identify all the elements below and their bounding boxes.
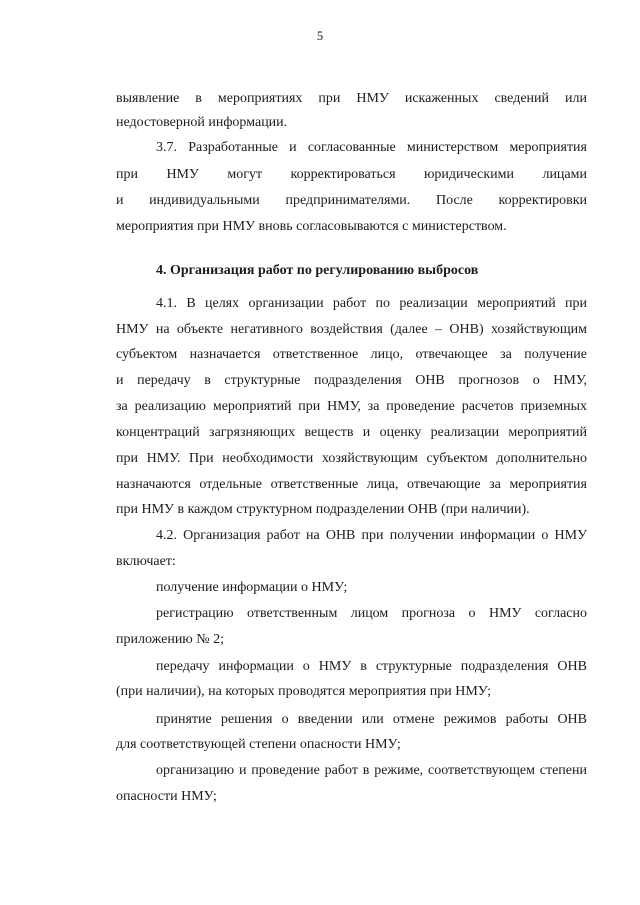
text-line: и передачу в структурные подразделения ОНВ прогнозов о НМУ, <box>116 373 587 388</box>
text-line: 4.1. В целях организации работ по реализации мероприятий при <box>156 296 587 311</box>
text-line: при НМУ могут корректироваться юридическими лицами <box>116 167 587 182</box>
page-number: 5 <box>316 29 324 43</box>
list-item-continuation: для соответствующей степени опасности НМУ; <box>116 737 401 752</box>
text-line: 3.7. Разработанные и согласованные министерством мероприятия <box>156 140 587 155</box>
list-item: передачу информации о НМУ в структурные подразделения ОНВ <box>156 659 587 674</box>
list-item: получение информации о НМУ; <box>156 580 348 595</box>
list-item-continuation: приложению № 2; <box>116 632 225 647</box>
text-line: субъектом назначается ответственное лицо, отвечающее за получение <box>116 347 587 362</box>
text-line: за реализацию мероприятий при НМУ, за проведение расчетов приземных <box>116 399 587 414</box>
section-heading: 4. Организация работ по регулированию выбросов <box>156 263 479 278</box>
text-line: назначаются отдельные ответственные лица, отвечающие за мероприятия <box>116 477 587 492</box>
text-line: при НМУ в каждом структурном подразделении ОНВ (при наличии). <box>116 502 530 517</box>
text-line: и индивидуальными предпринимателями. После корректировки <box>116 193 587 208</box>
text-line: 4.2. Организация работ на ОНВ при получении информации о НМУ <box>156 528 587 543</box>
text-line: НМУ на объекте негативного воздействия (далее – ОНВ) хозяйствующим <box>116 322 587 337</box>
list-item-continuation: опасности НМУ; <box>116 789 217 804</box>
text-line: включает: <box>116 554 176 569</box>
text-line: выявление в мероприятиях при НМУ искаженных сведений или <box>116 91 587 106</box>
list-item: регистрацию ответственным лицом прогноза о НМУ согласно <box>156 606 587 621</box>
list-item: принятие решения о введении или отмене режимов работы ОНВ <box>156 712 587 727</box>
text-line: концентраций загрязняющих веществ и оценку реализации мероприятий <box>116 425 587 440</box>
text-line: недостоверной информации. <box>116 115 288 130</box>
list-item: организацию и проведение работ в режиме, соответствующем степени <box>156 763 587 778</box>
text-line: при НМУ. При необходимости хозяйствующим субъектом дополнительно <box>116 451 587 466</box>
text-line: мероприятия при НМУ вновь согласовываются с министерством. <box>116 219 507 234</box>
list-item-continuation: (при наличии), на которых проводятся мероприятия при НМУ; <box>116 684 492 699</box>
